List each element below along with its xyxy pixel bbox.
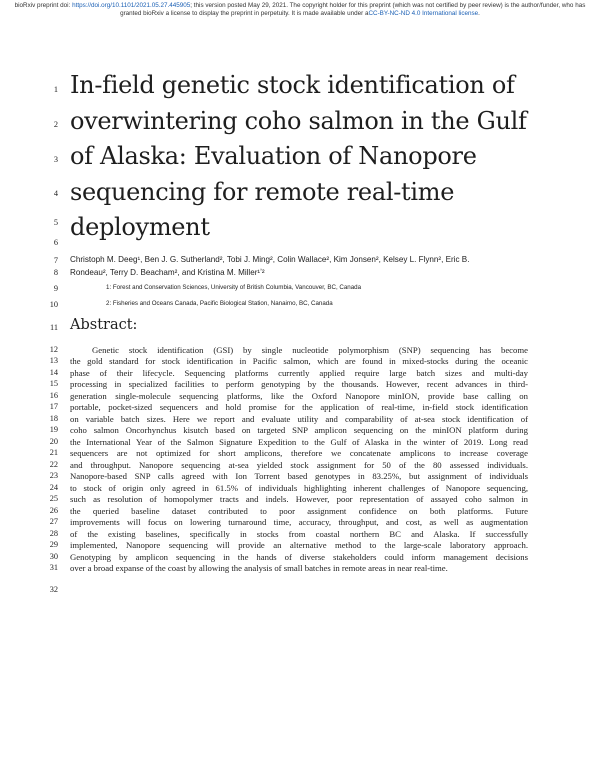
license-link[interactable]: CC-BY-NC-ND 4.0 International license [368,9,479,17]
line-number: 30 [49,552,58,561]
title-line: sequencing for remote real-time [70,177,455,206]
abstract-line: improvements will focus on lowering turnaround time, accuracy, throughput, and cost, as well as augmentation [70,517,528,527]
line-number: 9 [53,284,58,293]
abstract-line: Genotyping by amplicon sequencing in the hands of diverse stakeholders could inform management decisions [70,552,528,562]
line-number: 21 [49,448,58,457]
line-number: 7 [53,256,58,265]
line-number: 31 [49,563,58,572]
abstract-line: generation single-molecule sequencing platforms, like the Oxford Nanopore minION, provide base calling on [70,391,528,401]
title-line: overwintering coho salmon in the Gulf [70,106,527,135]
abstract-line: the gold standard for stock identification in Pacific salmon, which are found in mixed-stocks during the oceanic [70,356,528,366]
abstract-line: phase of their lifecycle. Sequencing platforms currently applied require large batch sizes and multi-day [70,368,528,378]
title-line: of Alaska: Evaluation of Nanopore [70,142,477,170]
author-line: Christoph M. Deeg¹, Ben J. G. Sutherland², Tobi J. Ming², Colin Wallace², Kim Jonsen², Kelsey L. Flynn², Eric B. [70,255,470,264]
line-number: 12 [49,345,58,354]
line-number: 19 [49,425,58,434]
line-number: 32 [49,585,58,594]
title-line: deployment [70,213,210,241]
line-number: 25 [49,494,58,503]
abstract-line: portable, pocket-sized sequencers and hold promise for the application of real-time, in-field stock identification [70,402,528,412]
line-number: 23 [49,471,58,480]
paper-title [70,68,570,246]
affiliation: 2: Fisheries and Oceans Canada, Pacific Biological Station, Nanaimo, BC, Canada [106,300,333,307]
doi-link[interactable]: https://doi.org/10.1101/2021.05.27.445905 [72,2,191,9]
line-number: 29 [49,540,58,549]
line-number: 11 [50,323,58,332]
line-number: 3 [53,155,58,164]
line-number: 28 [49,529,58,538]
line-number: 17 [49,402,58,411]
abstract-line: on variable batch sizes. Here we report and evaluate utility and comparability of at-sea stock identification of [70,414,528,424]
abstract-line: such as resolution of homopolymer tracts and indels. However, poor representation of assayed coho salmon in [70,494,528,504]
line-number: 4 [53,189,58,198]
header-end: . [478,9,480,17]
line-number: 6 [53,238,58,247]
line-number: 18 [49,414,58,423]
abstract-line: sequencers are not optimized for short amplicons, therefore we concatenate amplicons to increase coverage [70,448,528,458]
abstract-line: over a broad expanse of the coast by allowing the analysis of small batches in remote areas in near real-time. [70,563,448,573]
author-line: Rondeau², Terry D. Beacham², and Kristina M. Miller¹ʼ² [70,267,265,277]
abstract-line: the queried baseline dataset contributed to poor assignment confidence on both platforms. Future [70,506,528,516]
line-number: 15 [49,379,58,388]
abstract-line: of the existing baselines, specifically in stocks from coastal northern BC and Alaska. If successfully [70,529,528,539]
abstract-heading: Abstract: [70,317,138,333]
line-number: 1 [53,85,58,94]
abstract-line: to stock of origin only agreed in 61.5% of individuals highlighting inherent challenges of Nanopore sequencing, [70,483,528,493]
line-number: 2 [53,120,58,129]
abstract-line: coho salmon Oncorhynchus kisutch based on targeted SNP amplicon sequencing on the minION platform during [70,425,528,435]
line-number: 10 [49,300,58,309]
line-number: 8 [53,268,58,277]
line-number: 14 [49,368,58,377]
line-number: 13 [49,356,58,365]
affiliation: 1: Forest and Conservation Sciences, University of British Columbia, Vancouver, BC, Canada [106,284,362,291]
abstract-line: implemented, Nanopore sequencing will provide an alternative method to the large-scale laboratory approach. [70,540,528,550]
author-list [70,254,542,279]
preprint-header [8,2,592,17]
abstract-line: the International Year of the Salmon Signature Expedition to the Gulf of Alaska in the winter of 2019. Long read [70,437,528,447]
header-prefix: bioRxiv preprint doi: [14,2,73,9]
line-number: 5 [53,218,58,227]
line-number: 20 [49,437,58,446]
abstract-line: and throughput. Nanopore sequencing at-sea yielded stock assignment for 50 of the 80 assessed individuals. [70,460,528,470]
abstract-line: processing in specialized facilities to perform genotyping by the thousands. However, recent advances in third- [70,379,528,389]
abstract-line: Nanopore-based SNP calls agreed with Ion Torrent based genotypes in 83.25%, but assignment of individuals [70,471,528,481]
line-number: 24 [49,483,58,492]
title-line: In-field genetic stock identification of [70,71,515,99]
header-rest: ; this version posted May 29, 2021. The copyright holder for this preprint (which was not certified by peer review) is the author/funder, who has granted bioRxiv a license to display the preprint in perpetuity. It is made available under a [120,2,586,17]
abstract-line: Genetic stock identification (GSI) by single nucleotide polymorphism (SNP) sequencing has become [92,345,528,355]
line-number: 22 [49,460,58,469]
line-number: 26 [49,506,58,515]
line-number: 16 [49,391,58,400]
line-number: 27 [49,517,58,526]
